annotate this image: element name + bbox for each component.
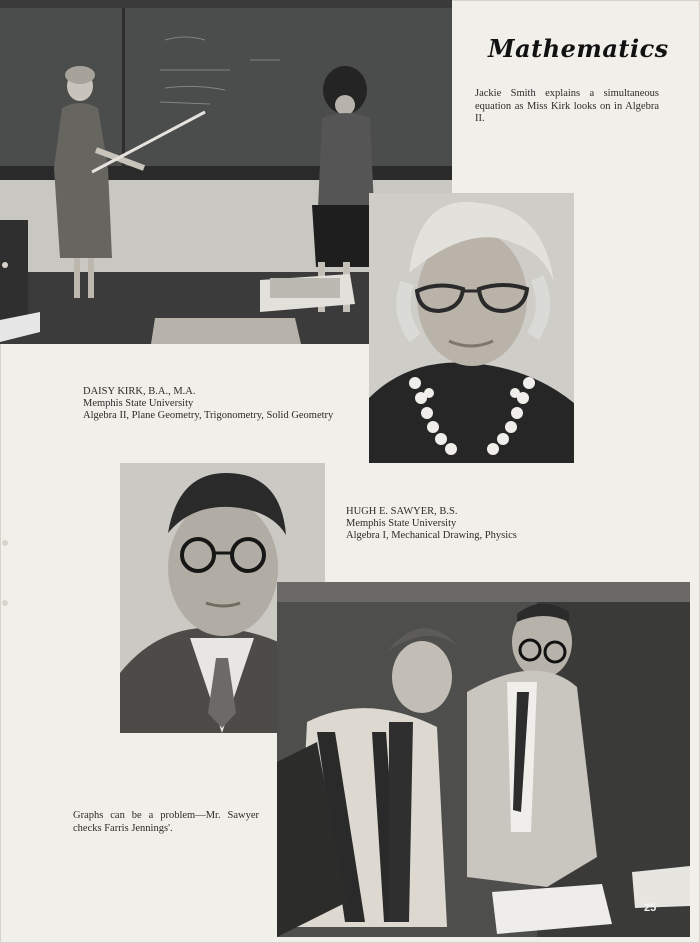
page-title: Mathematics xyxy=(488,34,669,63)
hugh-sawyer-bio xyxy=(346,506,517,542)
teacher-name: HUGH E. SAWYER, B.S. xyxy=(346,506,458,517)
daisy-kirk-bio xyxy=(83,386,333,422)
daisy-kirk-portrait xyxy=(369,193,574,463)
teacher-school: Memphis State University xyxy=(346,518,457,529)
teacher-school: Memphis State University xyxy=(83,398,194,409)
binder-hole xyxy=(2,540,8,546)
teacher-subjects: Algebra II, Plane Geometry, Trigonometry, Solid Geometry xyxy=(83,410,334,421)
teacher-name: DAISY KIRK, B.A., M.A. xyxy=(83,386,196,397)
page-number: 25 xyxy=(644,902,657,914)
binder-hole xyxy=(2,600,8,606)
graphs-photo-caption: Graphs can be a problem—Mr. Sawyer checks Farris Jennings'. xyxy=(73,810,259,834)
chalkboard-photo-caption: Jackie Smith explains a simultaneous equation as Miss Kirk looks on in Algebra II. xyxy=(475,88,659,124)
teacher-subjects: Algebra I, Mechanical Drawing, Physics xyxy=(346,530,517,541)
binder-hole xyxy=(2,262,8,268)
graphs-checking-photo xyxy=(277,582,690,937)
